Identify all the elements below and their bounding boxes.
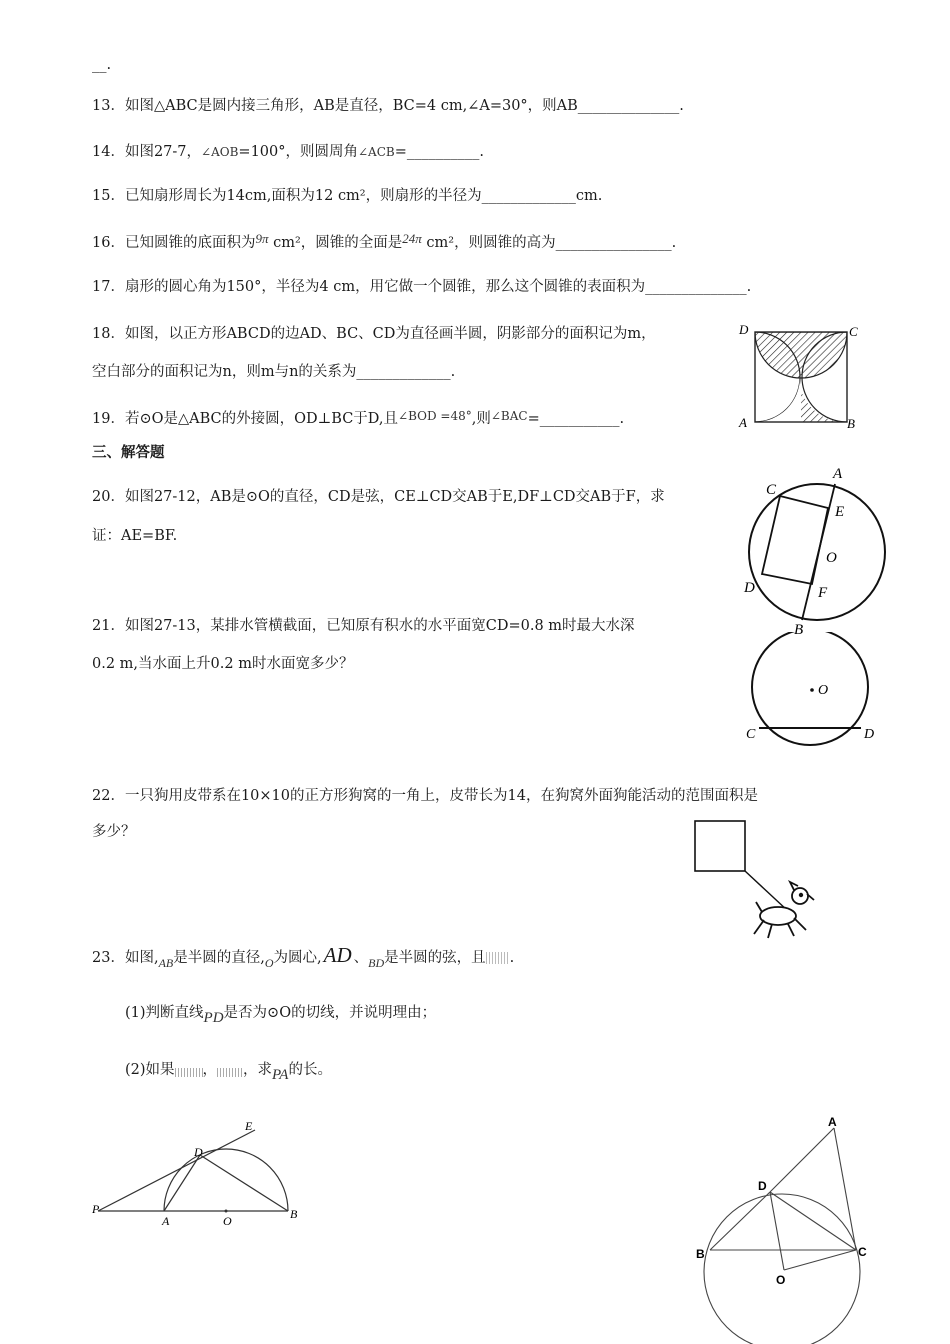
c21-label-c: C bbox=[746, 727, 756, 742]
question-20-line-2: 证：AE=BF. bbox=[92, 528, 178, 544]
p1-pd: PD bbox=[203, 1010, 224, 1026]
question-15: 15．已知扇形周长为14cm,面积为12 cm²，则扇形的半径为_____________cm. bbox=[92, 188, 603, 204]
c20-label-d: D bbox=[744, 580, 755, 596]
sq-label-c: C bbox=[849, 324, 858, 339]
circle-triangle-figure bbox=[688, 1112, 878, 1344]
q14-blank: =__________. bbox=[394, 144, 484, 160]
c20-label-a: A bbox=[833, 466, 843, 482]
q19-text-2: ,则 bbox=[471, 411, 491, 427]
pipe-cross-section-figure bbox=[740, 632, 885, 747]
p2-sep: ， bbox=[202, 1062, 218, 1078]
question-21-line-2: 0.2 m,当水面上升0.2 m时水面宽多少？ bbox=[92, 656, 354, 672]
p1-text: (1)判断直线 bbox=[125, 1005, 204, 1021]
question-18-line-1: 18．如图，以正方形ABCD的边AD、BC、CD为直径画半圆，阴影部分的面积记为m， bbox=[92, 326, 656, 342]
q23-text-4: 是半圆的弦，且 bbox=[384, 950, 486, 966]
q16-text-3: cm²，则圆锥的高为________________. bbox=[421, 235, 677, 251]
q23-o: O bbox=[264, 956, 274, 970]
p2-text-2: ，求 bbox=[243, 1062, 273, 1078]
q14-text: 14．如图27-7， bbox=[92, 144, 202, 160]
q16-base-area: 9π bbox=[255, 231, 269, 246]
c21-label-o: O bbox=[818, 683, 829, 698]
p1-text-2: 是否为⊙O的切线，并说明理由； bbox=[223, 1005, 437, 1021]
p2-text-3: 的长。 bbox=[288, 1062, 332, 1078]
q23-ab: AB bbox=[158, 956, 174, 970]
p2-text: (2)如果 bbox=[125, 1062, 175, 1078]
question-22-line-2: 多少？ bbox=[92, 824, 136, 840]
c20-label-o: O bbox=[826, 550, 837, 566]
q23-condition-image bbox=[486, 952, 510, 964]
q23-text: 23．如图, bbox=[92, 950, 159, 966]
line-fragment: __. bbox=[92, 57, 112, 73]
q23-ad: AD bbox=[323, 943, 352, 967]
c4-label-o: O bbox=[776, 1273, 786, 1287]
semi-label-d: D bbox=[194, 1145, 203, 1159]
q19-blank: =___________. bbox=[527, 411, 625, 427]
q23-text-3: 为圆心, bbox=[273, 950, 322, 966]
question-23-part-1 bbox=[125, 1003, 437, 1026]
p2-condition-image-1 bbox=[175, 1068, 203, 1077]
question-13: 13．如图△ABC是圆内接三角形，AB是直径，BC=4 cm,∠A=30°，则AB______________. bbox=[92, 98, 684, 114]
q23-text-2: 是半圆的直径, bbox=[173, 950, 265, 966]
question-22-line-1: 22．一只狗用皮带系在10×10的正方形狗窝的一角上，皮带长为14，在狗窝外面狗能活动的范围面积是 bbox=[92, 788, 758, 804]
q14-angle-acb: ∠ACB bbox=[358, 145, 395, 159]
c20-label-e: E bbox=[835, 504, 845, 520]
p2-condition-image-2 bbox=[217, 1068, 243, 1077]
dog-icon bbox=[754, 882, 814, 938]
question-16 bbox=[92, 233, 676, 253]
c4-label-c: C bbox=[858, 1245, 867, 1259]
semi-label-o: O bbox=[223, 1214, 232, 1228]
question-20-line-1: 20．如图27-12，AB是⊙O的直径，CD是弦，CE⊥CD交AB于E,DF⊥CD交AB于F，求 bbox=[92, 489, 665, 505]
c20-label-f: F bbox=[818, 585, 828, 601]
c20-label-b: B bbox=[794, 622, 804, 637]
q16-text-2: cm²，圆锥的全面是 bbox=[268, 235, 403, 251]
p2-pa: PA bbox=[272, 1067, 289, 1083]
sq-label-a: A bbox=[739, 415, 747, 430]
c4-label-b: B bbox=[696, 1247, 705, 1261]
c4-label-d: D bbox=[758, 1179, 767, 1193]
circle-chord-figure bbox=[740, 462, 900, 637]
c4-label-a: A bbox=[828, 1115, 837, 1129]
semicircle-tangent-figure bbox=[90, 1115, 310, 1230]
q16-text: 16．已知圆锥的底面积为 bbox=[92, 235, 256, 251]
dog-kennel-figure bbox=[690, 816, 825, 951]
question-21-line-1: 21．如图27-13，某排水管横截面，已知原有积水的水平面宽CD=0.8 m时最大水深 bbox=[92, 618, 635, 634]
semi-label-a: A bbox=[162, 1214, 170, 1228]
question-18-line-2: 空白部分的面积记为n，则m与n的关系为_____________. bbox=[92, 364, 456, 380]
question-14 bbox=[92, 142, 484, 162]
question-23-part-2 bbox=[125, 1060, 332, 1083]
q14-text-2: =100°，则圆周角 bbox=[238, 144, 358, 160]
q23-bd: BD bbox=[368, 956, 385, 970]
square-semicircle-figure bbox=[735, 320, 865, 432]
q14-angle-aob: ∠AOB bbox=[201, 145, 239, 159]
semi-label-p: P bbox=[92, 1202, 100, 1216]
q23-sep: 、 bbox=[353, 950, 369, 966]
q16-total-area: 24π bbox=[402, 231, 422, 246]
question-19 bbox=[92, 409, 624, 429]
question-17: 17．扇形的圆心角为150°，半径为4 cm，用它做一个圆锥，那么这个圆锥的表面积为______________. bbox=[92, 279, 752, 295]
section-heading: 三、解答题 bbox=[92, 445, 165, 461]
q19-angle-bod: ∠BOD =48° bbox=[398, 409, 472, 423]
c20-label-c: C bbox=[766, 482, 777, 498]
semi-label-e: E bbox=[245, 1119, 253, 1133]
q19-text: 19．若⊙O是△ABC的外接圆，OD⊥BC于D,且 bbox=[92, 411, 399, 427]
sq-label-b: B bbox=[847, 416, 855, 431]
sq-label-d: D bbox=[739, 322, 749, 337]
c21-label-d: D bbox=[864, 727, 875, 742]
question-23 bbox=[92, 945, 514, 968]
semi-label-b: B bbox=[290, 1207, 298, 1221]
q23-end: . bbox=[509, 950, 515, 966]
q19-angle-bac: ∠BAC bbox=[490, 409, 528, 423]
